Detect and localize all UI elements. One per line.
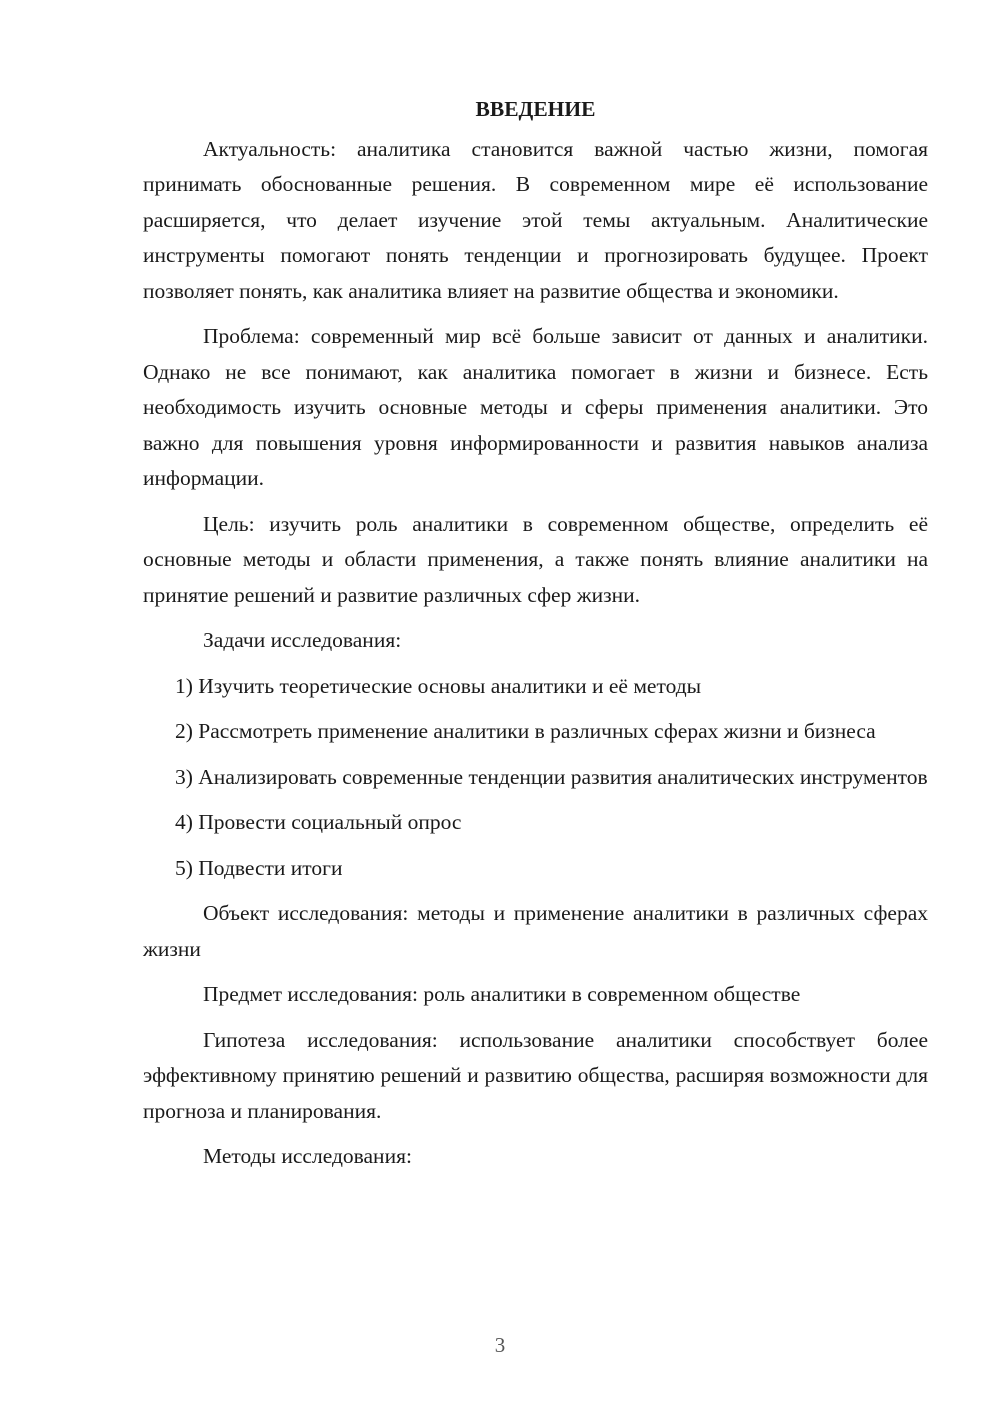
paragraph-relevance: Актуальность: аналитика становится важной частью жизни, помогая принимать обоснованные решения. В современном мире её использование расширяется, что делает изучение этой темы актуальным. Аналитические инструменты помогают понять тенденции и прогнозировать будущее. Проект позволяет понять, как аналитика влияет на развитие общества и экономики. bbox=[143, 136, 928, 303]
page-number: 3 bbox=[494, 1333, 506, 1357]
section-title: ВВЕДЕНИЕ bbox=[475, 97, 596, 121]
paragraph-hypothesis: Гипотеза исследования: использование аналитики способствует более эффективному принятию решений и развитию общества, расширяя возможности для прогноза и планирования. bbox=[143, 1027, 928, 1123]
task-item: 2) Рассмотреть применение аналитики в различных сферах жизни и бизнеса bbox=[175, 719, 876, 743]
methods-heading: Методы исследования: bbox=[203, 1144, 412, 1168]
tasks-heading: Задачи исследования: bbox=[203, 628, 402, 652]
task-item: 1) Изучить теоретические основы аналитики и её методы bbox=[175, 673, 702, 698]
task-item: 3) Анализировать современные тенденции развития аналитических инструментов bbox=[175, 764, 928, 789]
task-item: 4) Провести социальный опрос bbox=[175, 810, 462, 834]
document-page bbox=[143, 92, 928, 1185]
paragraph-object: Объект исследования: методы и применение аналитики в различных сферах жизни bbox=[143, 901, 928, 961]
paragraph-problem: Проблема: современный мир всё больше зависит от данных и аналитики. Однако не все понимают, как аналитика помогает в жизни и бизнесе. Есть необходимость изучить основные методы и сферы применения аналитики. Это важно для повышения уровня информированности и развития навыков анализа информации. bbox=[143, 324, 928, 490]
paragraph-goal: Цель: изучить роль аналитики в современном обществе, определить её основные методы и области применения, а также понять влияние аналитики на принятие решений и развитие различных сфер жизни. bbox=[143, 511, 928, 607]
paragraph-subject: Предмет исследования: роль аналитики в современном обществе bbox=[203, 982, 801, 1006]
task-item: 5) Подвести итоги bbox=[175, 855, 343, 880]
